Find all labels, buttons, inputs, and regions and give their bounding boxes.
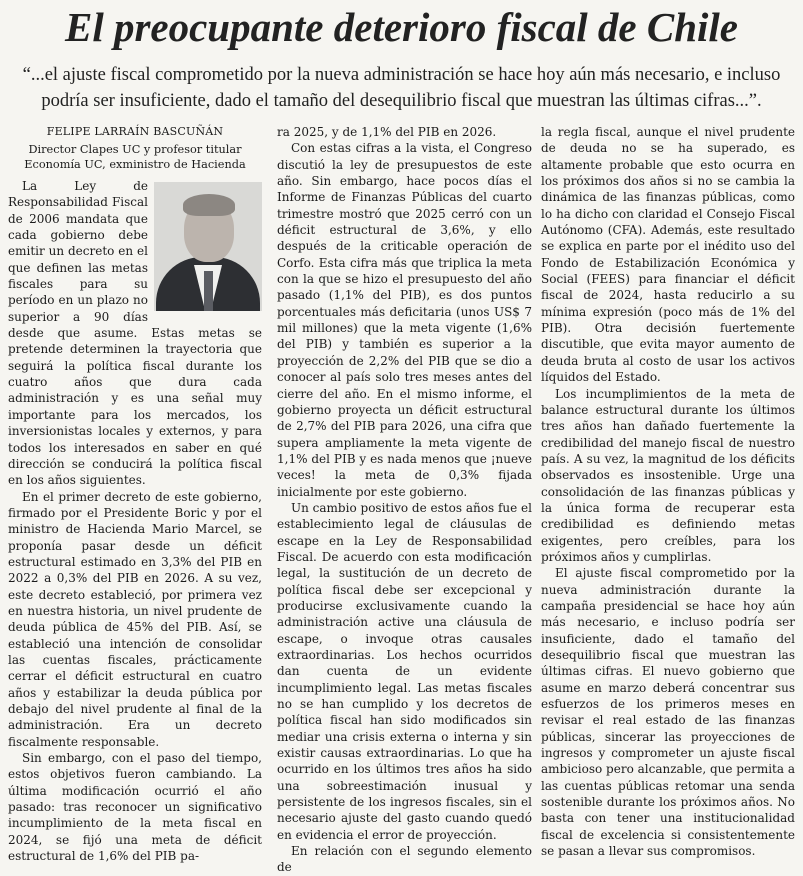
author-photo: [154, 182, 262, 311]
author-name: FELIPE LARRAÍN BASCUÑÁN: [46, 125, 224, 138]
paragraph: El ajuste fiscal comprometido por la nueva administración durante la campaña presidencial se hace hoy aún más necesario, e incluso podría ser insuficiente, dado el tamaño del desequilibrio fiscal que muestran las últimas cifras. El nuevo gobierno que asume en marzo deberá concentrar sus esfuerzos de los primeros meses en revisar el real estado de las finanzas públicas, sincerar las proyecciones de ingresos y comprometer un ajuste fiscal ambicioso pero alcanzable, que permita a las cuentas públicas retomar una senda sostenible durante los próximos años. No basta con tener una institucionalidad fiscal de excelencia si consistentemente se pasan a llevar sus compromisos.: [541, 566, 795, 859]
paragraph: En relación con el segundo elemento de: [277, 844, 532, 875]
paragraph-text: La Ley de Responsabilidad Fiscal de 2006 mandata que cada gobierno debe emitir un decreto en el que definen las metas fiscales para su período en un plazo no superior a 90 días desde que asume. Estas metas se pretende determinen la trayectoria que seguirá la política fiscal durante los cuatro años que dura cada administración y es una señal muy importante para los mercados, los inversionistas locales y externos, y para todos los interesados en saber en qué dirección se conducirá la política fiscal en los años siguientes.: [8, 179, 262, 488]
author-role: Director Clapes UC y profesor titular Economía UC, exministro de Hacienda: [24, 143, 246, 171]
column-1: [8, 124, 262, 864]
paragraph: Con estas cifras a la vista, el Congreso discutió la ley de presupuestos de este año. Sin embargo, hace pocos días el Informe de Finanzas Públicas del cuarto trimestre mostró que 2025 cerró con un déficit estructural de 3,6%, y ello después de la criticable operación de Corfo. Esta cifra más que triplica la meta con la que se hizo el presupuesto del año pasado (1,1% del PIB), es dos puntos porcentuales más deficitaria (unos US$ 7 mil millones) que la meta vigente (1,6% del PIB) y también es superior a la proyección de 2,2% del PIB que se dio a conocer al país solo tres meses antes del cierre del año. En el mismo informe, el gobierno proyecta un déficit estructural de 2,7% del PIB para 2026, una cifra que supera ampliamente la meta vigente de 1,1% del PIB y es nada menos que ¡nueve veces! la meta de 0,3% fijada inicialmente por este gobierno.: [277, 141, 532, 499]
paragraph: la regla fiscal, aunque el nivel prudente de deuda no se ha superado, es altamente probable que esto ocurra en los próximos dos años si no se cambia la dinámica de las finanzas públicas, como lo ha dicho con claridad el Consejo Fiscal Autónomo (CFA). Además, este resultado se explica en parte por el inédito uso del Fondo de Estabilización Económica y Social (FEES) para financiar el déficit fiscal de 2024, hasta reducirlo a su mínima expresión (poco más de 1% del PIB). Otra decisión fuertemente discutible, que evita mayor aumento de deuda bruta al costo de usar los activos líquidos del Estado.: [541, 125, 795, 385]
pull-quote: “...el ajuste fiscal comprometido por la nueva administración se hace hoy aún más necesario, e incluso podría ser insuficiente, dado el tamaño del desequilibrio fiscal que muestran las últimas cifras...”.: [22, 65, 781, 111]
paragraph: Los incumplimientos de la meta de balance estructural durante los últimos tres años han dañado fuertemente la credibilidad del manejo fiscal de nuestro país. A su vez, la magnitud de los déficits observados es insostenible. Urge una consolidación de las finanzas públicas y la única forma de recuperar esta credibilidad es definiendo metas exigentes, pero creíbles, para los próximos años y cumplirlas.: [541, 386, 795, 564]
paragraph: En el primer decreto de este gobierno, firmado por el Presidente Boric y por el ministro de Hacienda Mario Marcel, se proponía pasar desde un déficit estructural estimado en 3,3% del PIB en 2022 a 0,3% del PIB en 2026. A su vez, este decreto estableció, por primera vez en nuestra historia, un nivel prudente de deuda pública de 45% del PIB. Así, se estableció una intención de consolidar las cuentas fiscales, prácticamente cerrar el déficit estructural en cuatro años y estabilizar la deuda pública por debajo del nivel prudente al final de la administración. Era un decreto fiscalmente responsable.: [8, 489, 262, 749]
column-2: [277, 124, 532, 875]
paragraph: ra 2025, y de 1,1% del PIB en 2026.: [277, 125, 497, 139]
paragraph: [8, 178, 262, 489]
paragraph: Sin embargo, con el paso del tiempo, estos objetivos fueron cambiando. La última modificación ocurrió el año pasado: tras reconocer un significativo incumplimiento de la meta fiscal en 2024, se fijó una meta de déficit estructural de 1,6% del PIB pa-: [8, 751, 262, 864]
column-3: [541, 124, 795, 859]
paragraph: Un cambio positivo de estos años fue el establecimiento legal de cláusulas de escape en la Ley de Responsabilidad Fiscal. De acuerdo con esta modificación legal, la sustitución de un decreto de política fiscal debe ser excepcional y producirse exclusivamente cuando la administración active una cláusula de escape, o invoque otras causales extraordinarias. Los hechos ocurridos dan cuenta de un evidente incumplimiento legal. Las metas fiscales no se han cumplido y los decretos de política fiscal han sido modificados sin mediar una crisis externa o interna y sin existir causas extraordinarias. Lo que ha ocurrido en los últimos tres años ha sido una sobreestimación inusual y persistente de los ingresos fiscales, sin el necesario ajuste del gasto cuando quedó en evidencia el error de proyección.: [277, 500, 532, 842]
article-headline: El preocupante deterioro fiscal de Chile: [64, 4, 739, 50]
